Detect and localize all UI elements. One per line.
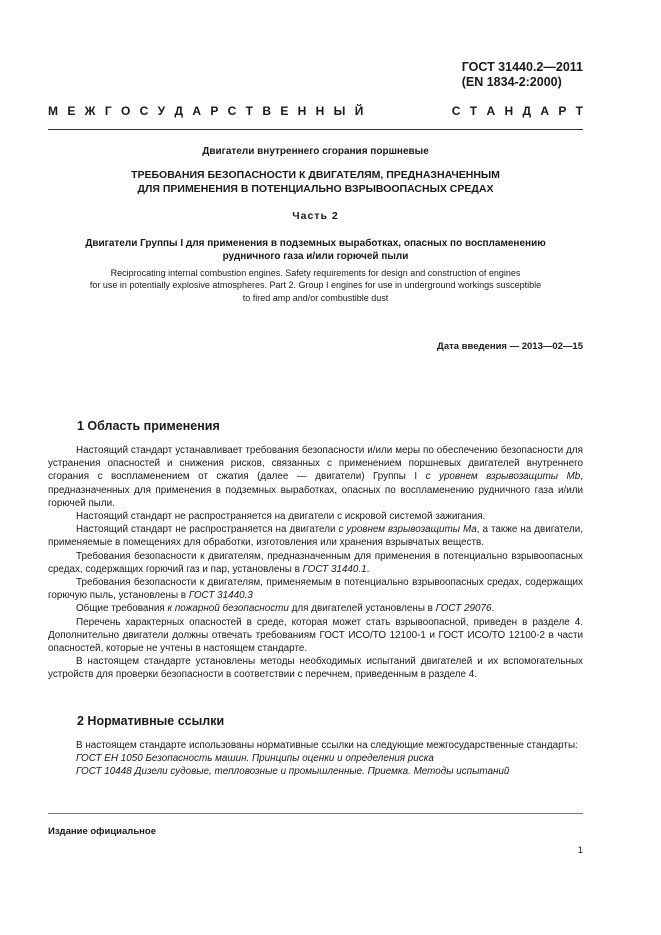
reference-item: ГОСТ ЕН 1050 Безопасность машин. Принципы оценки и определения риска <box>76 753 434 765</box>
title-line-1: ТРЕБОВАНИЯ БЕЗОПАСНОСТИ К ДВИГАТЕЛЯМ, ПРЕДНАЗНАЧЕННЫМ <box>131 169 500 181</box>
section-1-body <box>48 444 583 682</box>
text: Требования безопасности к двигателям, предназначенным для применения в потенциально взрывоопасных средах, содержащих горючий газ и пар, установлены в <box>48 550 583 575</box>
paragraph <box>48 576 583 602</box>
text: Настоящий стандарт не распространяется на двигатели <box>76 524 339 536</box>
standard-type-word2: С Т А Н Д А Р Т <box>451 104 583 118</box>
part-title-line-1: Двигатели Группы I для применения в подземных выработках, опасных по воспламенению <box>85 238 546 249</box>
standard-type-word1: М Е Ж Г О С У Д А Р С Т В Е Н Н Ы Й <box>48 104 364 118</box>
part-label: Часть 2 <box>292 210 339 222</box>
paragraph: В настоящем стандарте установлены методы необходимых испытаний двигателей и их вспомогательных устройств для проверки безопасности в соответствии с перечнем, приведенным в разделе 4. <box>48 656 583 681</box>
document-title <box>48 168 583 196</box>
paragraph <box>48 550 583 576</box>
text: , а также на двигатели, применяемые в помещениях для обработки, изготовления или хранения взрывчатых веществ. <box>48 524 583 549</box>
english-title-line-2: for use in potentially explosive atmospheres. Part 2. Group I engines for use in underground workings susceptible <box>89 280 542 291</box>
header-divider <box>48 129 583 130</box>
standard-number: ГОСТ 31440.2—2011 <box>461 60 583 74</box>
title-line-2: ДЛЯ ПРИМЕНЕНИЯ В ПОТЕНЦИАЛЬНО ВЗРЫВООПАСНЫХ СРЕДАХ <box>137 183 494 195</box>
text: Требования безопасности к двигателям, применяемым в потенциально взрывоопасных средах, содержащих горючую пыль, установлены в <box>48 577 583 602</box>
reference-item: ГОСТ 10448 Дизели судовые, тепловозные и промышленные. Приемка. Методы испытаний <box>76 766 510 778</box>
italic-text: к пожарной безопасности <box>167 603 289 615</box>
document-subtitle: Двигатели внутреннего сгорания поршневые <box>202 146 429 157</box>
standard-en-number: (EN 1834-2:2000) <box>461 75 562 89</box>
english-title-line-3: to fired amp and/or combustible dust <box>242 292 389 303</box>
paragraph <box>48 523 583 549</box>
italic-text: с уровнем взрывозащиты Ма <box>338 524 477 536</box>
footer-divider <box>48 813 583 814</box>
section-2-heading: 2 Нормативные ссылки <box>77 714 225 728</box>
text: , предназначенных для применения в подземных выработках, опасных по воспламенению рудничного газа и/или горючей пыли. <box>48 471 583 509</box>
part-title <box>48 237 583 263</box>
italic-text: с уровнем взрывозащиты Mb <box>425 471 581 483</box>
section-2-body <box>48 739 583 779</box>
text: Общие требования <box>76 603 168 615</box>
introduction-date: Дата введения — 2013—02—15 <box>437 341 583 352</box>
edition-label: Издание официальное <box>48 826 156 837</box>
italic-text: ГОСТ 31440.1 <box>302 563 367 575</box>
standard-code <box>462 60 583 90</box>
italic-text: ГОСТ 29076 <box>435 603 492 615</box>
text: для двигателей установлены в <box>288 603 436 615</box>
italic-text: ГОСТ 31440.3 <box>188 590 253 602</box>
text: . <box>491 603 495 615</box>
paragraph: В настоящем стандарте использованы нормативные ссылки на следующие межгосударственные стандарты: <box>76 740 578 751</box>
paragraph <box>48 602 583 615</box>
part-title-line-2: рудничного газа и/или горючей пыли <box>222 251 409 262</box>
paragraph: Настоящий стандарт не распространяется на двигатели с искровой системой зажигания. <box>76 511 486 523</box>
text: . <box>366 563 370 575</box>
standard-type-heading <box>48 104 583 118</box>
page-number: 1 <box>577 845 583 856</box>
paragraph <box>48 444 583 510</box>
paragraph: Перечень характерных опасностей в среде, которая может стать взрывоопасной, приведен в разделе 4. Дополнительно двигатели должны отвечать требованиям ГОСТ ИСО/ТО 12100-1 и ГОСТ ИСО/ТО 12100-2 в части опасностей, которые не учтены в настоящем стандарте. <box>48 616 583 655</box>
english-title-line-1: Reciprocating internal combustion engines. Safety requirements for design and construction of engines <box>110 268 521 278</box>
text: Настоящий стандарт устанавливает требования безопасности и/или меры по обеспечению безопасности для устранения опасностей и снижения рисков, связанных с применением поршневых двигателей внутреннего сгорания с воспламенением от сжатия (далее — двигатели) Группы I <box>48 445 583 483</box>
english-title <box>48 267 583 304</box>
section-1-heading: 1 Область применения <box>77 419 220 433</box>
